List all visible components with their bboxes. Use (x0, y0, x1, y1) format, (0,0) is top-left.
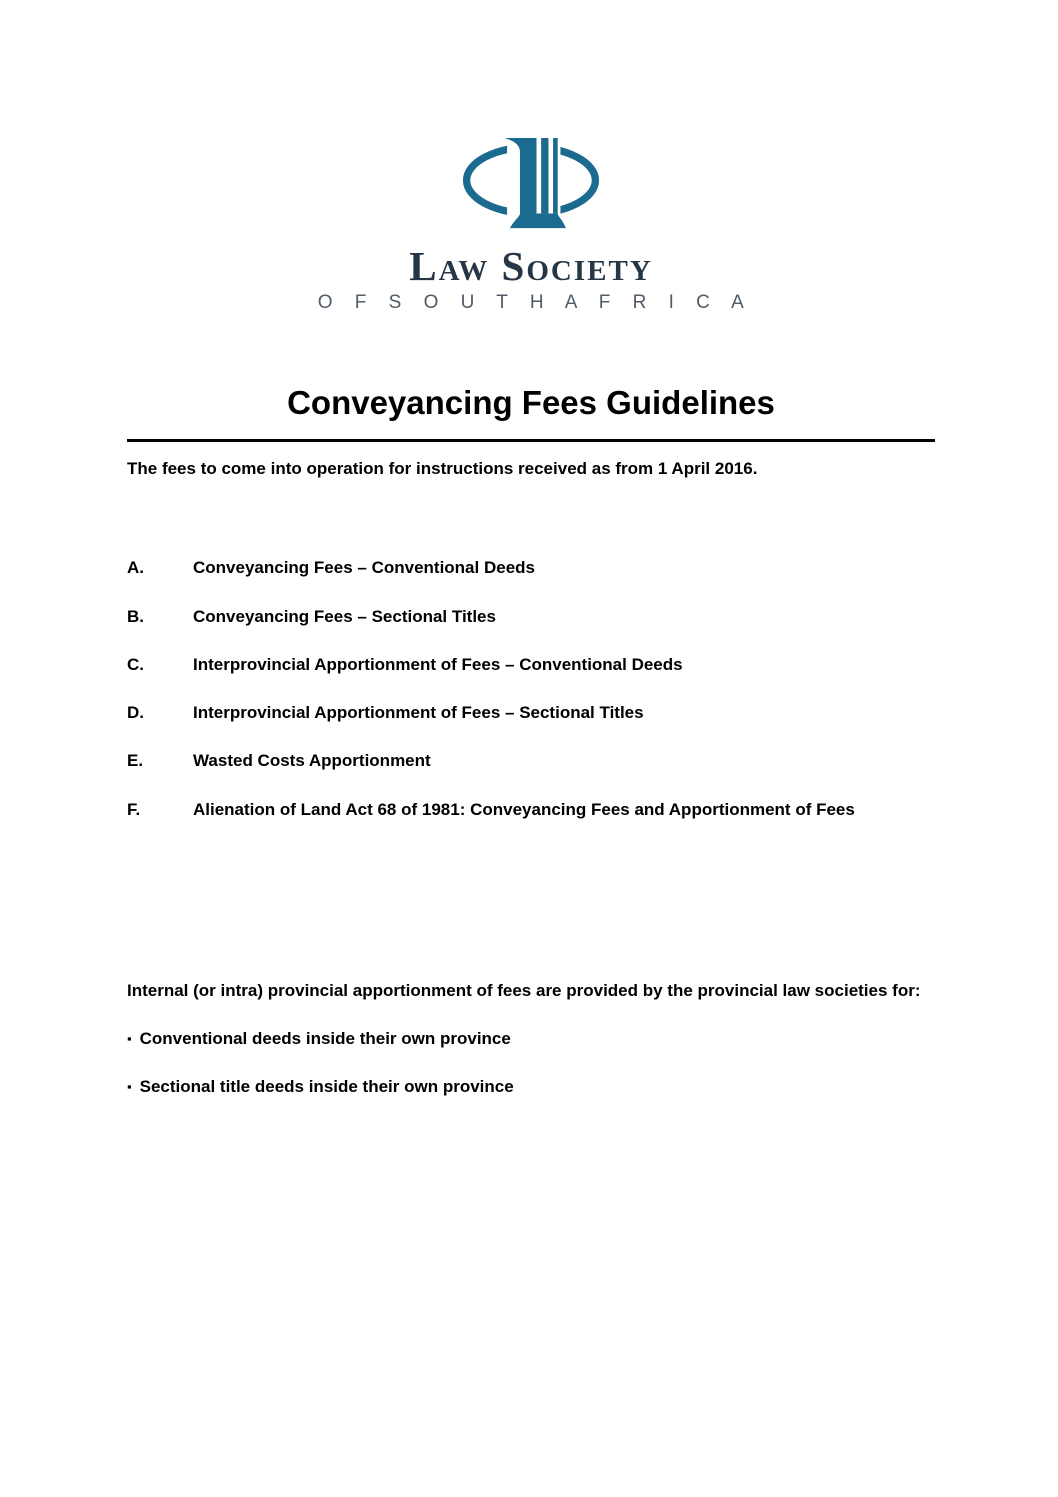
list-item (127, 750, 935, 771)
title-block (127, 384, 935, 442)
logo-org-subtitle: O F S O U T H A F R I C A (317, 292, 753, 314)
square-bullet-icon: ▪ (127, 1031, 132, 1047)
lssa-pillar-emblem-icon (462, 138, 600, 230)
apportionment-section (127, 980, 935, 1098)
intro-text: The fees to come into operation for instructions received as from 1 April 2016. (127, 459, 758, 479)
square-bullet-icon: ▪ (127, 1079, 132, 1095)
bullet-item (127, 1076, 935, 1097)
bullet-item (127, 1028, 935, 1049)
item-label: Interprovincial Apportionment of Fees – Sectional Titles (193, 703, 644, 723)
item-label: Conveyancing Fees – Sectional Titles (193, 606, 496, 626)
item-label: Alienation of Land Act 68 of 1981: Conveyancing Fees and Apportionment of Fees (193, 799, 855, 819)
lssa-logo (127, 0, 935, 314)
item-letter: C. (127, 654, 144, 674)
page-title: Conveyancing Fees Guidelines (287, 384, 775, 422)
list-item (127, 606, 935, 627)
list-item (127, 702, 935, 723)
item-label: Interprovincial Apportionment of Fees – Conventional Deeds (193, 654, 683, 674)
list-item (127, 557, 935, 578)
apportionment-intro: Internal (or intra) provincial apportionment of fees are provided by the provincial law societies for: (127, 980, 921, 1000)
list-item (127, 799, 935, 820)
item-label: Wasted Costs Apportionment (193, 751, 431, 771)
item-letter: A. (127, 558, 144, 578)
item-letter: D. (127, 703, 144, 723)
item-label: Conveyancing Fees – Conventional Deeds (193, 558, 535, 578)
contents-list (127, 557, 935, 820)
item-letter: E. (127, 751, 144, 771)
item-letter: F. (127, 799, 141, 819)
item-letter: B. (127, 606, 144, 626)
list-item (127, 654, 935, 675)
bullet-text: Conventional deeds inside their own province (139, 1029, 511, 1049)
logo-org-name: Law Society (409, 243, 653, 289)
bullet-text: Sectional title deeds inside their own province (139, 1077, 514, 1097)
